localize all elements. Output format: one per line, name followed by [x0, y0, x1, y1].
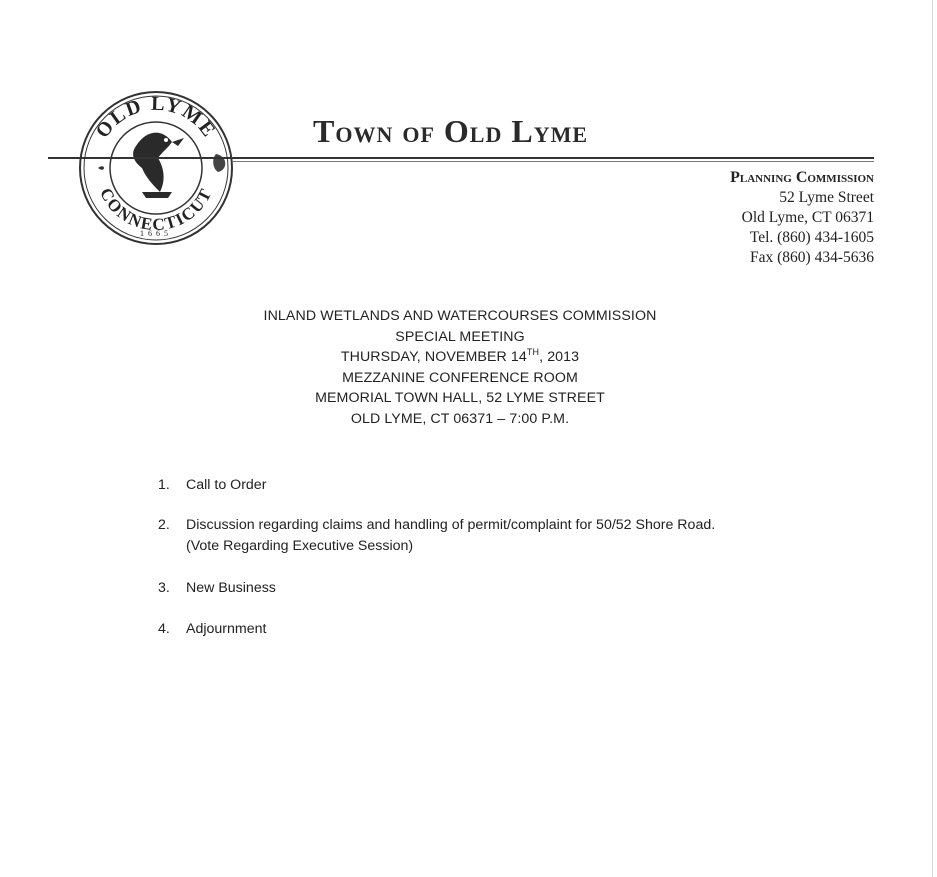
agenda-item-note: (Vote Regarding Executive Session)	[186, 538, 414, 554]
telephone: Tel. (860) 434-1605	[749, 229, 874, 246]
town-seal-logo	[76, 88, 236, 248]
agenda-item: 2. Discussion regarding claims and handling of permit/complaint for 50/52 Shore Road. (Vote Regarding Executive Session)	[158, 517, 716, 554]
svg-text:1665: 1665	[140, 229, 172, 238]
agenda-item: 3. New Business	[158, 580, 276, 596]
street-address: 52 Lyme Street	[779, 189, 874, 206]
city-state-zip: Old Lyme, CT 06371	[741, 209, 874, 226]
fax: Fax (860) 434-5636	[750, 249, 874, 266]
header-rule-secondary	[232, 161, 874, 162]
meeting-heading	[210, 306, 710, 429]
commission-name: INLAND WETLANDS AND WATERCOURSES COMMISSION	[263, 308, 657, 324]
scan-edge	[932, 0, 933, 877]
meeting-room: MEZZANINE CONFERENCE ROOM	[342, 369, 578, 386]
agenda-item: 1. Call to Order	[158, 477, 267, 493]
meeting-type: SPECIAL MEETING	[395, 328, 525, 345]
meeting-location-time: OLD LYME, CT 06371 – 7:00 P.M.	[350, 410, 570, 427]
agenda-item: 4. Adjournment	[158, 621, 267, 637]
meeting-date: THURSDAY, NOVEMBER 14TH, 2013	[340, 347, 580, 365]
town-title: Town of Old Lyme	[313, 113, 589, 149]
svg-text:CONNECTICUT: CONNECTICUT	[96, 184, 216, 235]
office-address-block	[730, 168, 874, 268]
department-name: Planning Commission	[730, 169, 874, 186]
svg-text:OLD LYME: OLD LYME	[91, 92, 221, 143]
meeting-building: MEMORIAL TOWN HALL, 52 LYME STREET	[315, 390, 605, 406]
header-rule	[48, 157, 874, 159]
